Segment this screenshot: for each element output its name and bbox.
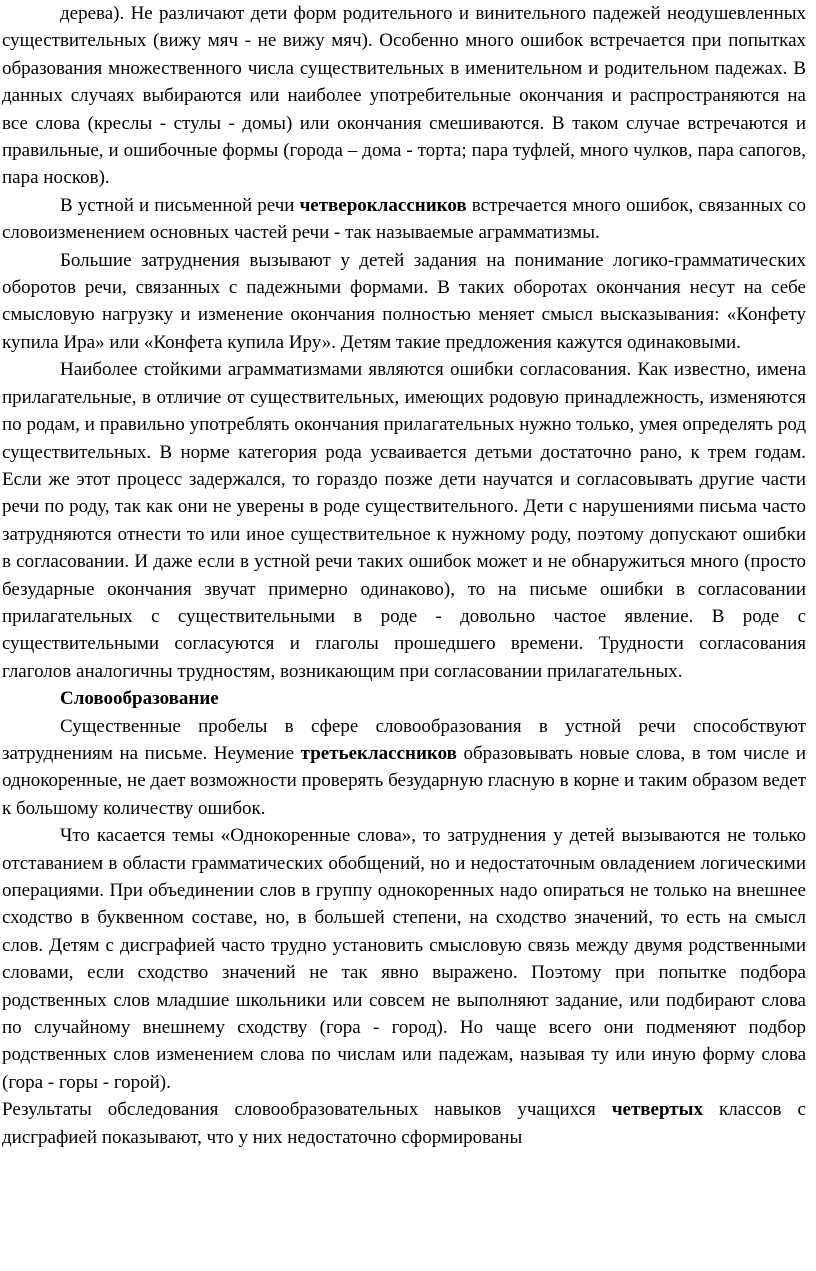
paragraph-3: Большие затруднения вызывают у детей задания на понимание логико-грамматических оборотов речи, связанных с падежными формами. В таких оборотах окончания несут на себе смысловую нагрузку и изменение окончания полностью меняет смысл высказывания: «Конфету купила Ира» или «Конфета купила Иру». Детям такие предложения кажутся одинаковыми. xyxy=(2,249,806,353)
paragraph-6: Что касается темы «Однокоренные слова», то затруднения у детей вызываются не только отставанием в области грамматических обобщений, но и недостаточным овладением логическими операциями. При объединении слов в группу однокоренных надо опираться не только на внешнее сходство в буквенном составе, но, в большей степени, на сходство значений, то есть на смысл слов. Детям с дисграфией часто трудно установить смысловую связь между двумя родственными словами, если сходство значений не так явно выражено. Поэтому при попытке подбора родственных слов младшие школьники или совсем не выполняют задание, или подбирают слова по случайному внешнему сходству (гора - город). Но чаще всего они подменяют подбор родственных слов изменением слова по числам или падежам, называя ту или иную форму слова (гора - горы - горой). xyxy=(2,825,806,1093)
paragraph-2: В устной и письменной речи четвероклассников встречается много ошибок, связанных со словоизменением основных частей речи - так называемые аграмматизмы. xyxy=(2,194,806,244)
bold-term: третьеклассников xyxy=(300,742,457,764)
paragraph-7: Результаты обследования словообразовательных навыков учащихся четвертых классов с дисграфией показывают, что у них недостаточно сформированы xyxy=(2,1099,806,1148)
section-heading: Словообразование xyxy=(60,688,219,710)
bold-term: четвероклассников xyxy=(299,194,467,216)
paragraph-4: Наиболее стойкими аграмматизмами являются ошибки согласования. Как известно, имена прилагательные, в отличие от существительных, имеющих родовую принадлежность, изменяются по родам, и правильно употреблять окончания прилагательных нужно только, умея определять род существительных. В норме категория рода усваивается детьми достаточно рано, к трем годам. Если же этот процесс задержался, то гораздо позже дети научатся и согласовывать другие части речи по роду, так как они не уверены в роде существительного. Дети с нарушениями письма часто затрудняются отнести то или иное существительное к нужному роду, поэтому допускают ошибки в согласовании. И даже если в устной речи таких ошибок может и не обнаружиться много (просто безударные окончания звучат примерно одинаково), то на письме ошибки в согласовании прилагательных с существительными в роде - довольно частое явление. В роде с существительными согласуются и глаголы прошедшего времени. Трудности согласования глаголов аналогичны трудностям, возникающим при согласовании прилагательных. xyxy=(2,359,806,682)
paragraph-1: дерева). Не различают дети форм родительного и винительного падежей неодушевленных существительных (вижу мяч - не вижу мяч). Особенно много ошибок встречается при попытках образования множественного числа существительных в именительном и родительном падежах. В данных случаях выбираются или наиболее употребительные окончания и распространяются на все слова (креслы - стулы - домы) или окончания смешиваются. В таком случае встречаются и правильные, и ошибочные формы (города – дома - торта; пара туфлей, много чулков, пара сапогов, пара носков). xyxy=(2,3,806,189)
paragraph-5: Существенные пробелы в сфере словообразования в устной речи способствуют затруднениям на письме. Неумение третьеклассников образовывать новые слова, в том числе и однокоренные, не дает возможности проверять безударную гласную в корне и таким образом ведет к большому количеству ошибок. xyxy=(2,715,806,819)
bold-term: четвертых xyxy=(611,1099,703,1121)
